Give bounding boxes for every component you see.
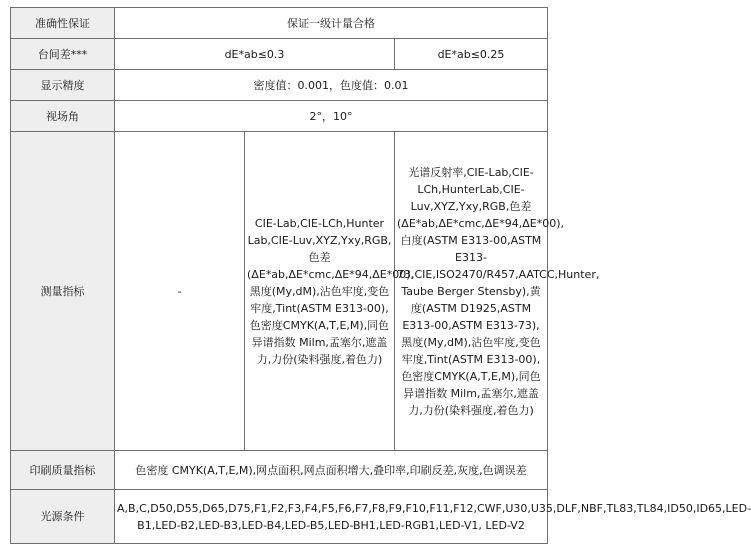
- row-print-quality: [11, 451, 548, 490]
- measurement-col3: 光谱反射率,CIE-Lab,CIE-LCh,HunterLab,CIE-Luv,XYZ,Yxy,RGB,色差(ΔE*ab,ΔE*cmc,ΔE*94,ΔE*00),白度(ASTM E313-00,ASTM E313-73,CIE,ISO2470/R457,AATCC,Hunter, Taube Berger Stensby),黄度(ASTM D1925,ASTM E313-00,ASTM E313-73),黑度(My,dM),沾色牢度,变色牢度,Tint(ASTM E313-00),色密度CMYK(A,T,E,M),同色异谱指数 Milm,孟塞尔,遮盖力,力份(染料强度,着色力): [395, 132, 548, 451]
- inter-instrument-value-a: dE*ab≤0.3: [115, 39, 395, 70]
- display-precision-value: 密度值：0.001，色度值：0.01: [115, 70, 548, 101]
- row-inter-instrument: [11, 39, 548, 70]
- light-source-value: A,B,C,D50,D55,D65,D75,F1,F2,F3,F4,F5,F6,F7,F8,F9,F10,F11,F12,CWF,U30,U35,DLF,NBF,TL83,TL84,ID50,ID65,LED-B1,LED-B2,LED-B3,LED-B4,LED-B5,LED-BH1,LED-RGB1,LED-V1, LED-V2: [115, 490, 548, 544]
- print-quality-value: 色密度 CMYK(A,T,E,M),网点面积,网点面积增大,叠印率,印刷反差,灰度,色调误差: [115, 451, 548, 490]
- display-precision-label: 显示精度: [11, 70, 115, 101]
- inter-instrument-label: 台间差***: [11, 39, 115, 70]
- row-measurement: [11, 132, 548, 451]
- inter-instrument-value-b: dE*ab≤0.25: [395, 39, 548, 70]
- row-view-angle: [11, 101, 548, 132]
- view-angle-label: 视场角: [11, 101, 115, 132]
- view-angle-value: 2°，10°: [115, 101, 548, 132]
- measurement-label: 测量指标: [11, 132, 115, 451]
- measurement-col2: CIE-Lab,CIE-LCh,Hunter Lab,CIE-Luv,XYZ,Yxy,RGB,色差(ΔE*ab,ΔE*cmc,ΔE*94,ΔE*00),黑度(My,dM),沾色牢度,变色牢度,Tint(ASTM E313-00),色密度CMYK(A,T,E,M),同色异谱指数 Milm,孟塞尔,遮盖力,力份(染料强度,着色力): [245, 132, 395, 451]
- light-source-label: 光源条件: [11, 490, 115, 544]
- row-light-source: [11, 490, 548, 544]
- row-accuracy: [11, 8, 548, 39]
- accuracy-label: 准确性保证: [11, 8, 115, 39]
- measurement-col1: -: [115, 132, 245, 451]
- accuracy-value: 保证一级计量合格: [115, 8, 548, 39]
- row-display-precision: [11, 70, 548, 101]
- spec-table: [10, 7, 751, 544]
- print-quality-label: 印刷质量指标: [11, 451, 115, 490]
